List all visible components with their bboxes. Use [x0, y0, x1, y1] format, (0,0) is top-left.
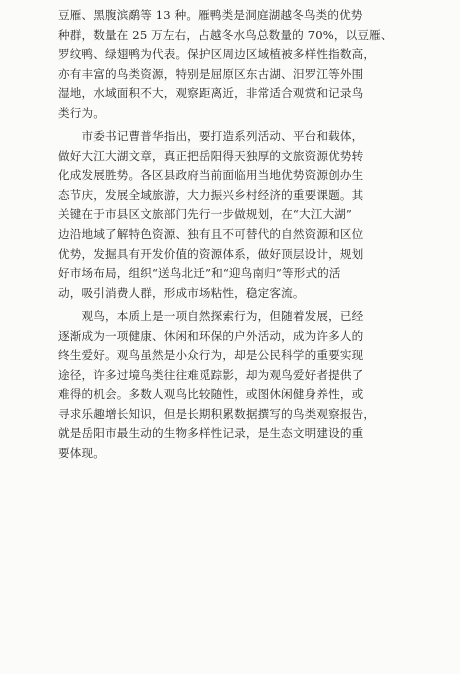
- text-line: 难得的机会。多数人观鸟比较随性，或图休闲健身养性，或: [58, 387, 364, 402]
- text-line: 做好大江大湖文章，真正把岳阳得天独厚的文旅资源优势转: [58, 148, 364, 163]
- text-line: 就是岳阳市最生动的生物多样性记录，是生态文明建设的重: [58, 426, 364, 441]
- text-line: 湿地，水域面积不大，观察距离近，非常适合观赏和记录鸟: [58, 86, 364, 101]
- text-line: 边沿地域了解特色资源、独有且不可替代的自然资源和区位: [58, 227, 364, 242]
- text-line: 豆雁、黑腹滨鹬等 13 种。雁鸭类是洞庭湖越冬鸟类的优势: [58, 8, 363, 22]
- text-line: 动，吸引消费人群，形成市场粘性，稳定客流。: [58, 285, 305, 300]
- text-line: 罗纹鸭、绿翅鸭为代表。保护区周边区域植被多样性指数高，: [58, 47, 376, 62]
- text-line: 亦有丰富的鸟类资源，特别是屈原区东古湖、汨罗江等外围: [58, 66, 364, 81]
- text-line: 关键在于市县区文旅部门先行一步做规划，在“大江大湖”: [58, 207, 353, 222]
- text-line: 终生爱好。观鸟虽然是小众行为，却是公民科学的重要实现: [58, 348, 364, 363]
- text-line: 种群，数量在 25 万左右，占越冬水鸟总数量的 70%，以豆雁、: [58, 27, 393, 42]
- text-line: 观鸟，本质上是一项自然探索行为，但随着发展，已经: [58, 309, 364, 324]
- text-line: 化成发展胜势。各区县政府当前面临用当地优势资源创办生: [58, 168, 364, 183]
- text-line: 市委书记曹普华指出，要打造系列活动、平台和载体，: [58, 129, 364, 144]
- text-line: 态节庆，发展全域旅游，大力振兴乡村经济的重要课题。其: [58, 187, 364, 202]
- body-text: [58, 6, 412, 464]
- text-line: 途径，许多过境鸟类往往难觅踪影，却为观鸟爱好者提供了: [58, 367, 364, 382]
- text-line: 寻求乐趣增长知识，但是长期积累数据撰写的鸟类观察报告，: [58, 406, 376, 421]
- text-line: 类行为。: [58, 105, 105, 120]
- text-line: 优势，发掘具有开发价值的资源体系，做好顶层设计，规划: [58, 246, 364, 261]
- text-line: 好市场布局，组织“送鸟北迁”和“迎鸟南归”等形式的活: [58, 266, 341, 281]
- text-line: 逐渐成为一项健康、休闲和环保的户外活动，成为许多人的: [58, 328, 364, 343]
- text-line: 要体现。: [58, 446, 105, 461]
